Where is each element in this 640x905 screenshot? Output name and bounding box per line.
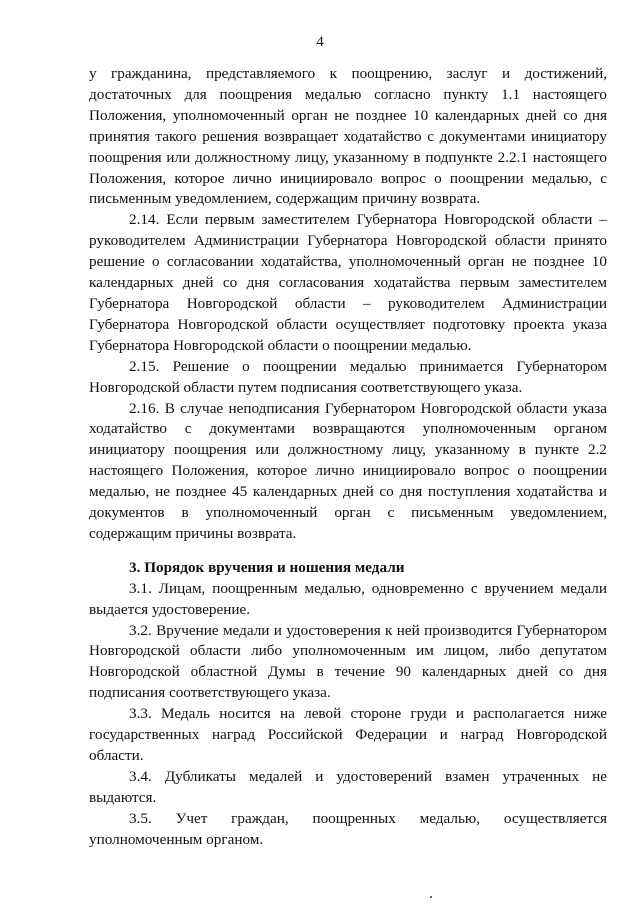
paragraph-3-2: 3.2. Вручение медали и удостоверения к ней производится Губернатором Новгородской области либо уполномоченным им лицом, либо депутатом Новгородской областной Думы в течение 90 календарных дней со дня подписания соответствующего указа. (89, 621, 607, 702)
document-body (89, 64, 607, 851)
page-number: 4 (316, 34, 324, 50)
section-3-heading: 3. Порядок вручения и ношения медали (129, 558, 405, 576)
paragraph-3-4: 3.4. Дубликаты медалей и удостоверений взамен утраченных не выдаются. (89, 767, 607, 806)
scan-speck (430, 896, 432, 898)
paragraph-3-3: 3.3. Медаль носится на левой стороне груди и располагается ниже государственных наград Российской Федерации и наград Новгородской области. (89, 705, 607, 764)
paragraph-3-5: 3.5. Учет граждан, поощренных медалью, осуществляется уполномоченным органом. (89, 809, 607, 848)
paragraph-2-14: 2.14. Если первым заместителем Губернатора Новгородской области – руководителем Администрации Губернатора Новгородской области принято решение о согласовании ходатайства, уполномоченный орган не позднее 10 календарных дней со дня согласования ходатайства первым заместителем Губернатора Новгородской области – руководителем Администрации Губернатора Новгородской области осуществляет подготовку проекта указа Губернатора Новгородской области о поощрении медалью. (89, 211, 607, 354)
paragraph-3-1: 3.1. Лицам, поощренным медалью, одновременно с вручением медали выдается удостоверение. (89, 579, 607, 618)
paragraph-2-16: 2.16. В случае неподписания Губернатором Новгородской области указа ходатайство с документами возвращаются уполномоченным органом инициатору поощрения или должностному лицу, указанному в пункте 2.2 настоящего Положения, которое лично инициировало вопрос о поощрении медалью, не позднее 45 календарных дней со дня поступления ходатайства и документов в уполномоченный орган с письменным уведомлением, содержащим причины возврата. (89, 399, 607, 542)
paragraph-2-15: 2.15. Решение о поощрении медалью принимается Губернатором Новгородской области путем подписания соответствующего указа. (89, 357, 607, 396)
paragraph-continuation: у гражданина, представляемого к поощрению, заслуг и достижений, достаточных для поощрения медалью согласно пункту 1.1 настоящего Положения, уполномоченный орган не позднее 10 календарных дней со дня принятия такого решения возвращает ходатайство с документами инициатору поощрения или должностному лицу, указанному в подпункте 2.2.1 настоящего Положения, которое лично инициировало вопрос о поощрении медалью, с письменным уведомлением, содержащим причину возврата. (89, 65, 607, 208)
